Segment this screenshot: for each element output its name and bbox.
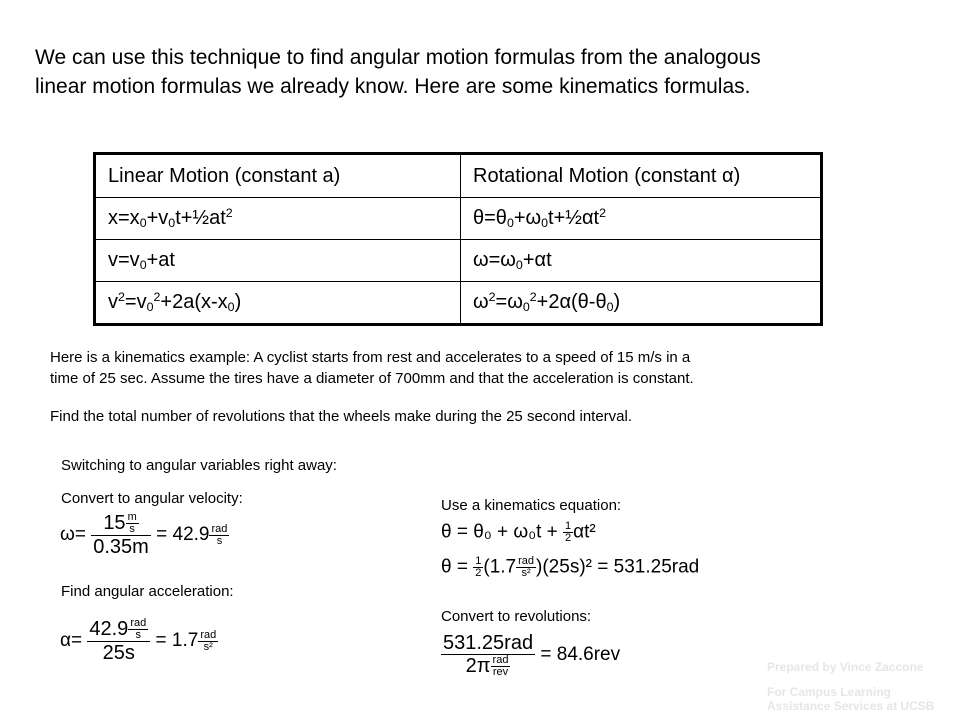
intro-paragraph <box>35 43 935 101</box>
example-question: Find the total number of revolutions that the wheels make during the 25 second interval. <box>50 408 633 425</box>
equation-angular-acceleration: α= 42.9 $\frac{\text{rad}}{s}$ 25s = 1.7 $\frac{\text{rad}}{\text{s²}}$ <box>60 617 217 665</box>
step-find-acceleration: Find angular acceleration: <box>61 583 234 600</box>
equation-theta-calculation: θ = $\frac{1}{2}$ (1.7 $\frac{\text{rad}}{\text{s²}}$ )(25s)² = 531.25rad <box>441 555 700 579</box>
step-convert-velocity: Convert to angular velocity: <box>61 490 243 507</box>
equation-theta-formula: θ = θ₀ + ω₀t + $\frac{1}{2}$ αt² <box>441 520 596 544</box>
formula-linear-velocity-squared: $v^2=v_0^2+2a(x-x_0)$ <box>95 282 461 325</box>
example-line-2: time of 25 sec. Assume the tires have a diameter of 700mm and that the acceleration is constant. <box>50 370 694 387</box>
equation-revolutions: 531.25rad 2π $\frac{\text{rad}}{\text{rev}}$ = 84.6rev <box>443 632 621 679</box>
intro-line-1: We can use this technique to find angular motion formulas from the analogous <box>35 46 761 69</box>
table-row <box>95 198 822 240</box>
formula-angular-velocity-squared: $\omega^2=\omega_0^2+2\alpha(\theta-\theta_0)$ <box>461 282 822 325</box>
step-switching: Switching to angular variables right away: <box>61 457 337 474</box>
equation-angular-velocity: ω= 15 $\frac{m}{s}$ 0.35m = 42.9 $\frac{\text{rad}}{s}$ <box>60 511 228 559</box>
table-header-row <box>95 154 822 198</box>
example-line-1: Here is a kinematics example: A cyclist starts from rest and accelerates to a speed of 15 m/s in a <box>50 349 691 366</box>
formula-linear-velocity: $v=v_0+at$ <box>95 240 461 282</box>
watermark-affiliation: For Campus Learning Assistance Services at UCSB <box>767 685 935 713</box>
formula-linear-position: $x=x_0+v_0t+\frac{1}{2}at^2$ <box>95 198 461 240</box>
step-convert-revolutions: Convert to revolutions: <box>441 608 592 625</box>
kinematics-table <box>93 152 823 326</box>
table-row <box>95 282 822 325</box>
watermark-author: Prepared by Vince Zaccone <box>767 660 924 674</box>
formula-angular-velocity: $\omega=\omega_0+\alpha t$ <box>461 240 822 282</box>
header-linear: Linear Motion (constant a) <box>95 154 461 198</box>
step-use-kinematics: Use a kinematics equation: <box>441 497 622 514</box>
header-rotational: Rotational Motion (constant α) <box>461 154 822 198</box>
formula-angular-position: $\theta=\theta_0+\omega_0t+\frac{1}{2}\alpha t^2$ <box>461 198 822 240</box>
table-row <box>95 240 822 282</box>
intro-line-2: linear motion formulas we already know. Here are some kinematics formulas. <box>35 75 751 98</box>
example-problem <box>50 347 880 389</box>
